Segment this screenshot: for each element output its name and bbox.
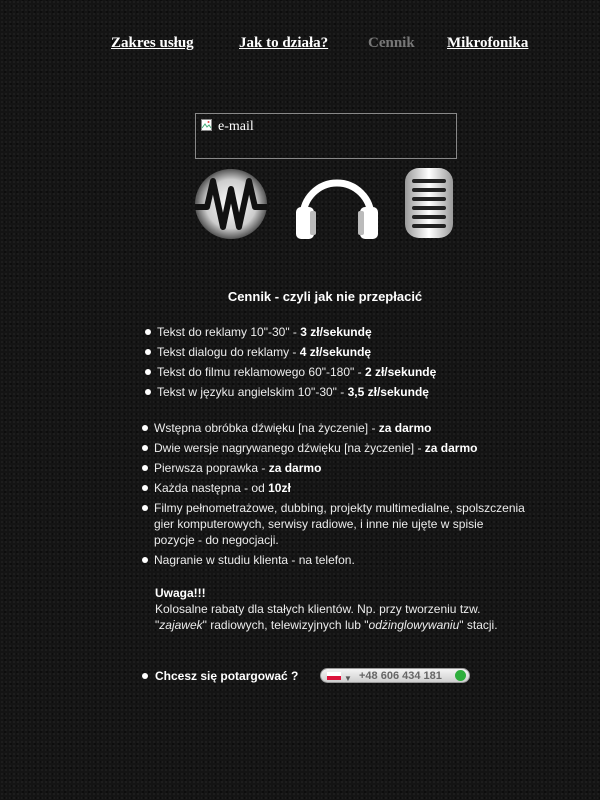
nav-link-mikrofonika[interactable]: Mikrofonika <box>447 35 529 51</box>
note-heading: Uwaga!!! <box>155 586 206 600</box>
price-list <box>143 324 523 404</box>
waveform-logo-icon <box>193 167 269 241</box>
extras-item: Wstępna obróbka dźwięku [na życzenie] - za darmo <box>140 420 525 436</box>
nav-link-jak-to-dziala[interactable]: Jak to działa? <box>239 35 329 51</box>
price-item: Tekst do reklamy 10"-30" - 3 zł/sekundę <box>143 324 523 340</box>
broken-image-icon <box>201 119 212 131</box>
email-image-link[interactable] <box>195 113 457 159</box>
price-item: Tekst do filmu reklamowego 60"-180" - 2 zł/sekundę <box>143 364 523 380</box>
extras-list <box>140 420 525 572</box>
brand-icons <box>0 167 600 242</box>
headphones-icon <box>293 167 381 241</box>
phone-call-button[interactable] <box>320 668 470 683</box>
nav-item-cennik-current: Cennik <box>368 35 415 51</box>
poland-flag-icon <box>327 672 341 680</box>
extras-item: Dwie wersje nagrywanego dźwięku [na życzenie] - za darmo <box>140 440 525 456</box>
pricing-title: Cennik - czyli jak nie przepłacić <box>227 289 423 304</box>
microphone-icon <box>404 167 454 239</box>
email-alt-text: e-mail <box>218 119 254 134</box>
top-navigation <box>0 35 600 57</box>
price-item: Tekst w języku angielskim 10"-30" - 3,5 zł/sekundę <box>143 384 523 400</box>
price-item: Tekst dialogu do reklamy - 4 zł/sekundę <box>143 344 523 360</box>
discount-note: Uwaga!!! Kolosalne rabaty dla stałych klientów. Np. przy tworzeniu tzw. "zajawek" radiowych, telewizyjnych lub "odżinglowywaniu" stacji. <box>155 586 498 632</box>
cta-text: Chcesz się potargować ? <box>155 669 299 683</box>
nav-link-zakres-uslug[interactable]: Zakres usług <box>111 35 194 51</box>
phone-number: +48 606 434 181 <box>359 670 442 682</box>
call-icon <box>455 670 466 681</box>
extras-item: Nagranie w studiu klienta - na telefon. <box>140 552 525 568</box>
extras-item: Pierwsza poprawka - za darmo <box>140 460 525 476</box>
chevron-down-icon: ▼ <box>344 674 352 683</box>
extras-item: Filmy pełnometrażowe, dubbing, projekty multimedialne, spolszczenia gier komputerowych, serwisy radiowe, i inne nie ujęte w spisie pozycje - do negocjacji. <box>140 500 525 548</box>
extras-item: Każda następna - od 10zł <box>140 480 525 496</box>
